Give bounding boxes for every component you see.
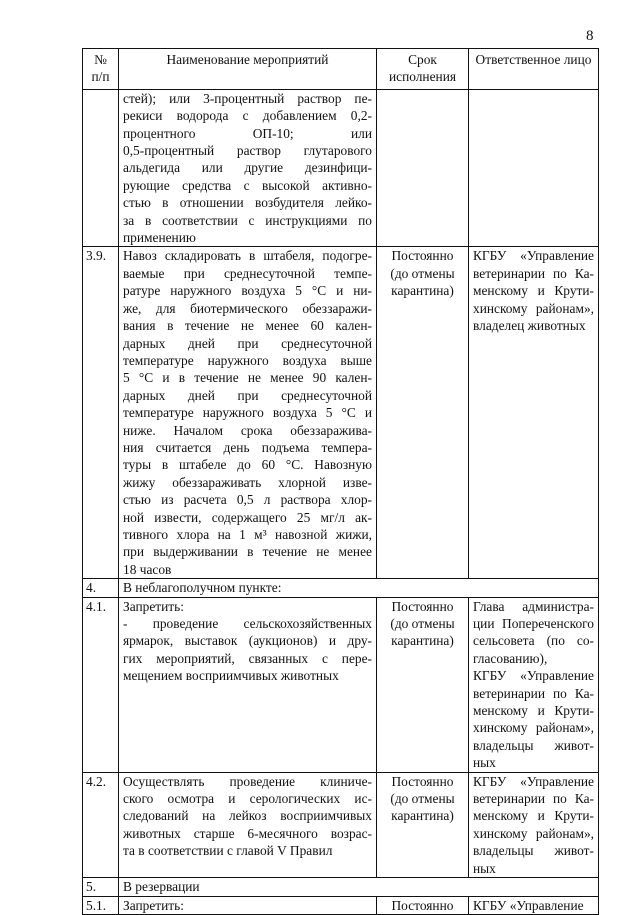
table-row [83,247,599,579]
measure-line: ского осмотра и серологических ис- [123,791,372,807]
page-number: 8 [586,28,594,44]
responsible-cell [469,896,599,914]
measure-line: ярмарок, выставок (аукционов) и дру- [123,633,372,649]
measure-line: стей); или 3-процентный раствор пе- [123,90,372,106]
header-deadline [377,49,469,90]
deadline-line: карантина) [391,283,454,299]
deadline-line: Постоянно [391,248,454,264]
measure-line: 18 часов [123,561,172,577]
deadline-line: карантина) [391,808,454,824]
measure-line: рующие средства с высокой активно- [123,177,372,193]
measure-line: рекиси водорода с добавлением 0,2- [123,108,372,124]
row-number: 4.1. [83,597,119,772]
deadline-cell [377,597,469,772]
measure-line: 5 °С и в течение не менее 90 кален- [123,370,372,386]
header-name-text: Наименование мероприятий [166,52,329,67]
section-title: В резервации [119,878,599,896]
measure-line: ратуре наружного воздуха 5 °С и ни- [123,283,372,299]
responsible-line: хинскому районам», [473,300,594,316]
deadline-cell [377,89,469,247]
measure-line: Запретить: [123,598,184,614]
section-title: В неблагополучном пункте: [119,579,599,597]
row-number: 4.2. [83,772,119,877]
responsible-line: ветеринарии по Ка- [473,685,594,701]
measure-line: дарных дней при среднесуточной [123,387,372,403]
deadline-line: Постоянно [391,773,454,789]
measure-line: температуре наружного воздуха выше [123,352,372,368]
header-responsible [469,49,599,90]
measure-line: 0,5-процентный раствор глутарового [123,143,372,159]
responsible-line: КГБУ «Управление [473,773,594,789]
row-number: 5.1. [83,896,119,914]
header-number-line: п/п [91,69,110,85]
measure-line: ваемые при среднесуточной темпе- [123,265,372,281]
responsible-line: владельцы живот- [473,737,594,753]
measure-line: туры в штабеле до 60 °С. Навозную [123,457,372,473]
table-body [83,89,599,914]
responsible-line: менскому и Крути- [473,808,594,824]
measure-line: жижу обеззараживать хлорной изве- [123,474,372,490]
responsible-cell [469,597,599,772]
measure-line: при выдерживании в течение не менее [123,544,372,560]
responsible-line: гласованию), [473,650,548,666]
deadline-cell [377,772,469,877]
measure-line: альдегида или другие дезинфици- [123,160,372,176]
responsible-line: владелец животных [473,318,586,334]
measure-line: за в соответствии с инструкциями по [123,212,372,228]
measure-line: Навоз складировать в штабеля, подогре- [123,248,372,264]
responsible-line: ции Попереченского [473,616,594,631]
table-row [83,896,599,914]
measure-description [119,247,377,579]
row-number: 3.9. [83,247,119,579]
responsible-cell [469,247,599,579]
header-deadline-line: Срок [408,52,437,67]
measure-line: - проведение сельскохозяйственных [123,616,372,631]
deadline-cell [377,896,469,914]
measure-line: же, для биотермического обеззаражи- [123,300,372,316]
table-row [83,89,599,247]
header-number [83,49,119,90]
row-number: 4. [83,579,119,597]
header-deadline-line: исполнения [388,69,457,85]
measure-line: температуре наружного воздуха 5 °С и [123,405,372,421]
responsible-line: КГБУ «Управление [473,248,594,264]
measure-line: стью в отношении возбудителя лейко- [123,195,372,211]
table-row [83,597,599,772]
measure-line: следований на лейкоз восприимчивых [123,808,372,824]
measure-line: процентного ОП-10; или [123,125,372,141]
header-name [119,49,377,90]
section-row [83,878,599,896]
measure-line: гих мероприятий, связанных с пере- [123,650,372,666]
measure-line: та в соответствии с главой V Правил [123,843,333,859]
measure-line: тивного хлора на 1 м³ навозной жижи, [123,526,372,542]
deadline-line: (до отмены [390,265,455,281]
responsible-line: КГБУ «Управление [473,668,594,684]
measures-table [82,48,599,915]
responsible-line: сельсовета (по со- [473,633,594,649]
deadline-line: карантина) [391,633,454,649]
measure-description [119,89,377,247]
deadline-line: Постоянно [391,598,454,614]
measure-description [119,896,377,914]
measure-line: ния считается день подъема темпера- [123,439,372,455]
measure-description [119,772,377,877]
table-row [83,772,599,877]
measure-line: стью из расчета 0,5 л раствора хлор- [123,492,372,508]
responsible-line: менскому и Крути- [473,283,594,299]
deadline-cell [377,247,469,579]
responsible-line: Глава администра- [473,598,594,614]
responsible-line: КГБУ «Управление [473,897,584,913]
measure-line: Запретить: [123,897,184,913]
responsible-cell [469,89,599,247]
deadline-line: Постоянно [391,897,454,913]
responsible-line: хинскому районам», [473,720,594,736]
responsible-line: владельцы живот- [473,843,594,859]
header-responsible-text: Ответственное лицо [475,52,592,67]
section-row [83,579,599,597]
deadline-line: (до отмены [390,791,455,807]
measure-line: ной извести, содержащего 25 мг/л ак- [123,509,372,525]
table-header-row [83,49,599,90]
responsible-line: ветеринарии по Ка- [473,791,594,807]
measure-line: мещением восприимчивых животных [123,668,339,684]
deadline-line: (до отмены [390,616,455,631]
row-number [83,89,119,247]
responsible-cell [469,772,599,877]
responsible-line: ных [473,860,496,876]
row-number: 5. [83,878,119,896]
responsible-line: хинскому районам», [473,825,594,841]
header-number-line: № [94,52,107,67]
responsible-line: ных [473,755,496,771]
measure-description [119,597,377,772]
measure-line: Осуществлять проведение клиниче- [123,773,372,789]
measure-line: животных старше 6-месячного возрас- [123,825,372,841]
responsible-line: менскому и Крути- [473,703,594,719]
measure-line: вания в течение не менее 60 кален- [123,318,372,334]
measure-line: применению [123,230,196,246]
measure-line: ниже. Началом срока обеззаражива- [123,422,372,438]
responsible-line: ветеринарии по Ка- [473,265,594,281]
measure-line: дарных дней при среднесуточной [123,335,372,351]
